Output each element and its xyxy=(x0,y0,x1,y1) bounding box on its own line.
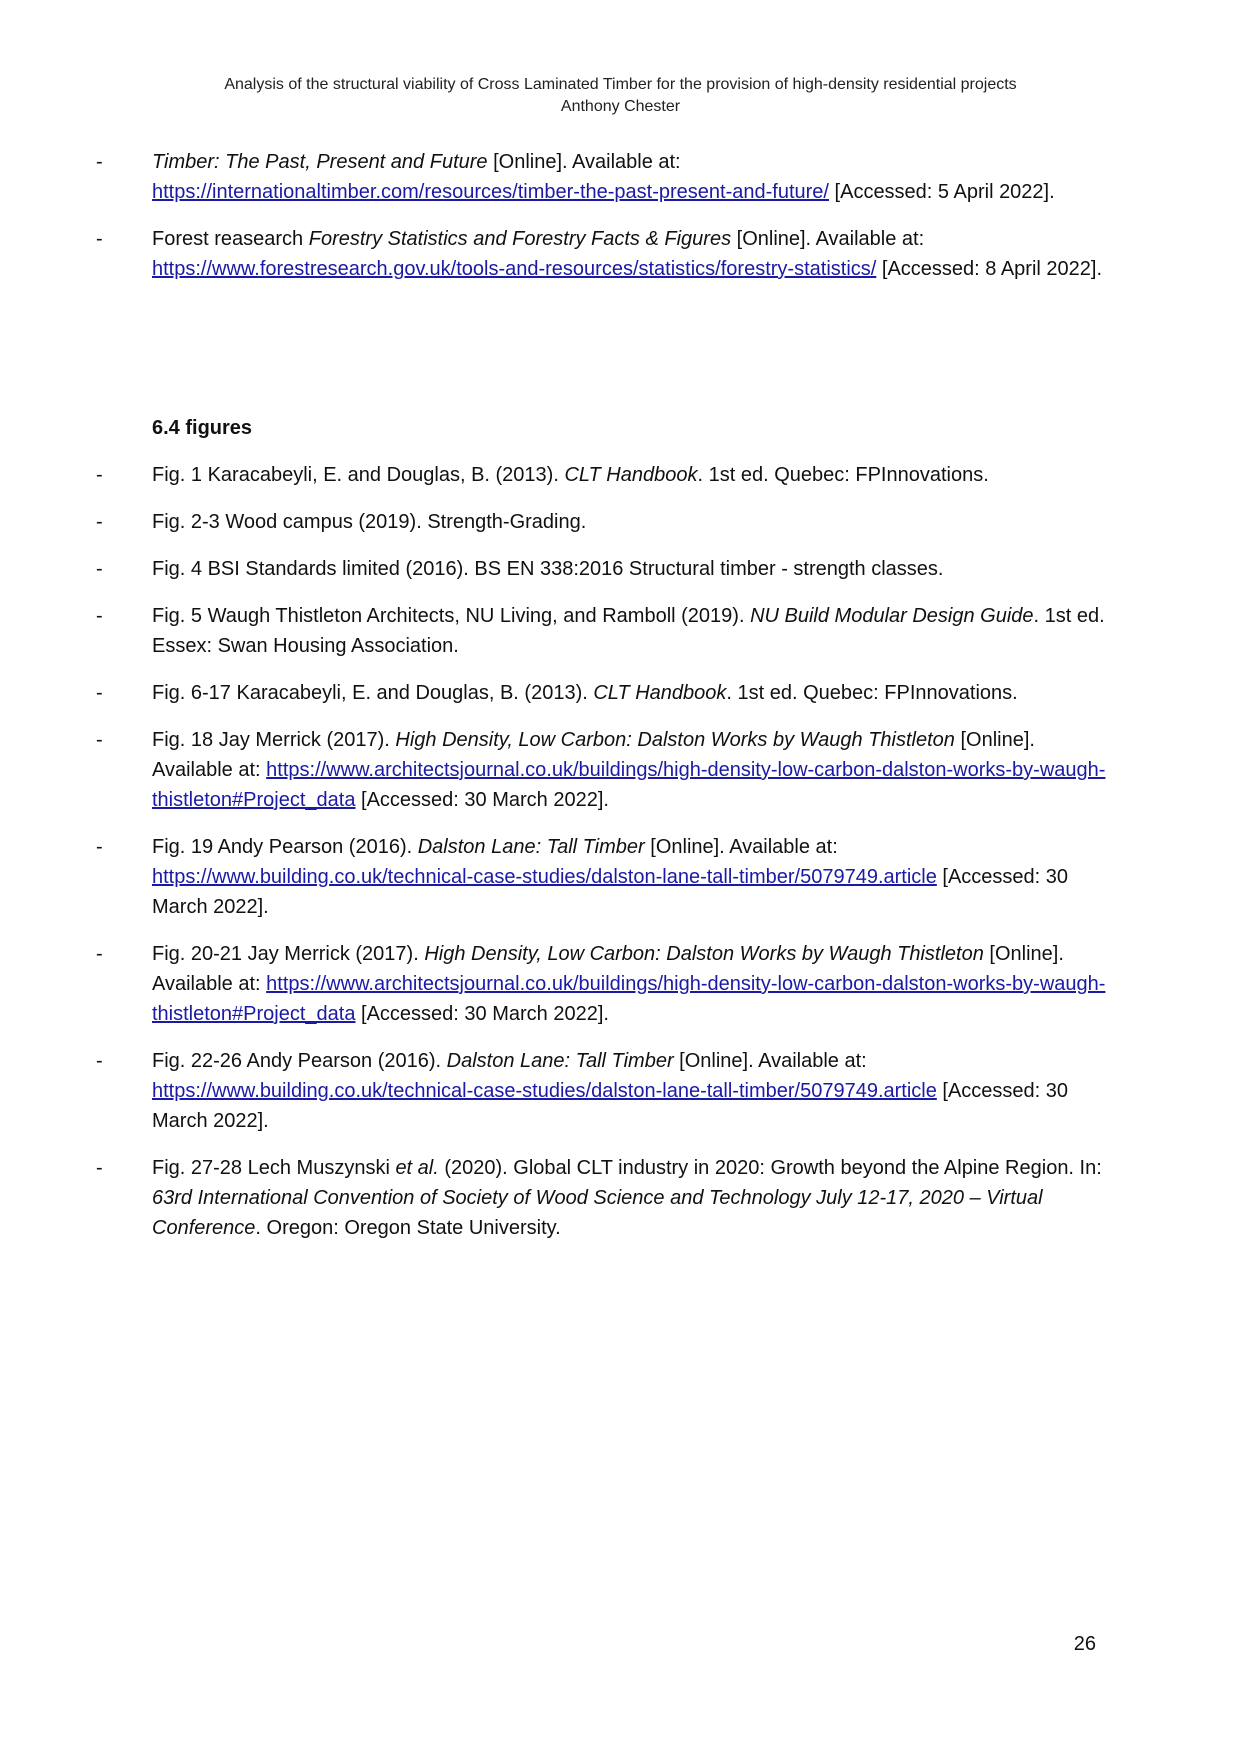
list-dash: - xyxy=(96,464,103,486)
figure-ref-text: Fig. 18 Jay Merrick (2017). xyxy=(152,729,396,751)
list-dash: - xyxy=(96,682,103,704)
figure-ref-text: [Online]. Available at: xyxy=(152,943,1064,995)
reference-accessed: [Accessed: 5 April 2022]. xyxy=(828,181,1055,203)
figure-ref-text: Fig. 4 BSI Standards limited (2016). BS EN 338:2016 Structural timber - strength classes. xyxy=(152,558,944,580)
figure-ref-title: High Density, Low Carbon: Dalston Works by Waugh Thistleton xyxy=(395,729,955,751)
reference-list xyxy=(96,147,1106,284)
reference-text: [Online]. Available at: xyxy=(731,228,925,250)
reference-link[interactable]: https://www.forestresearch.gov.uk/tools-and-resources/statistics/forestry-statistics/ xyxy=(152,258,877,280)
reference-title: Forestry Statistics and Forestry Facts & Figures xyxy=(308,228,732,250)
figure-ref-link[interactable]: https://www.building.co.uk/technical-case-studies/dalston-lane-tall-timber/5079749.article xyxy=(152,1080,937,1102)
list-dash: - xyxy=(96,1157,103,1179)
figure-ref-text: (2020). Global CLT industry in 2020: Growth beyond the Alpine Region. In: xyxy=(438,1157,1102,1179)
list-dash: - xyxy=(96,605,103,627)
figure-ref-text: Fig. 19 Andy Pearson (2016). xyxy=(152,836,418,858)
figure-ref-text: [Online]. Available at: xyxy=(644,836,838,858)
figure-ref-link[interactable]: https://www.architectsjournal.co.uk/buildings/high-density-low-carbon-dalston-works-by-waugh-thistleton#Project_data xyxy=(152,759,1106,811)
figure-ref-text: Fig. 6-17 Karacabeyli, E. and Douglas, B. (2013). xyxy=(152,682,594,704)
figure-ref-text: [Online]. Available at: xyxy=(152,729,1035,781)
figure-reference-item xyxy=(96,725,1106,815)
list-dash: - xyxy=(96,729,103,751)
figure-reference-item xyxy=(96,1046,1106,1136)
figure-ref-text: . 1st ed. Quebec: FPInnovations. xyxy=(726,682,1018,704)
figure-ref-accessed: [Accessed: 30 March 2022]. xyxy=(355,1003,609,1025)
figure-ref-accessed: [Accessed: 30 March 2022]. xyxy=(355,789,609,811)
header-author: Anthony Chester xyxy=(560,98,681,115)
running-header xyxy=(0,74,1241,118)
reference-item xyxy=(96,224,1106,284)
figure-ref-text: . 1st ed. Essex: Swan Housing Association. xyxy=(152,605,1105,657)
figure-ref-text: Fig. 2-3 Wood campus (2019). Strength-Grading. xyxy=(152,511,587,533)
figure-ref-link[interactable]: https://www.architectsjournal.co.uk/buildings/high-density-low-carbon-dalston-works-by-waugh-thistleton#Project_data xyxy=(152,973,1106,1025)
figure-ref-title: Dalston Lane: Tall Timber xyxy=(446,1050,674,1072)
figure-ref-etal: et al. xyxy=(395,1157,439,1179)
figure-reference-item xyxy=(96,460,1106,490)
figure-ref-text: [Online]. Available at: xyxy=(673,1050,867,1072)
figure-reference-item xyxy=(96,832,1106,922)
figure-ref-title: NU Build Modular Design Guide xyxy=(750,605,1034,627)
figure-ref-title: CLT Handbook xyxy=(593,682,727,704)
figure-ref-title: High Density, Low Carbon: Dalston Works by Waugh Thistleton xyxy=(424,943,984,965)
figure-reference-item xyxy=(96,1153,1106,1243)
figure-ref-title: CLT Handbook xyxy=(564,464,698,486)
figure-ref-accessed: [Accessed: 30 March 2022]. xyxy=(152,866,1069,918)
reference-text: [Online]. Available at: xyxy=(487,151,681,173)
reference-accessed: [Accessed: 8 April 2022]. xyxy=(876,258,1103,280)
figure-ref-text: Fig. 5 Waugh Thistleton Architects, NU Living, and Ramboll (2019). xyxy=(152,605,751,627)
reference-link[interactable]: https://internationaltimber.com/resources/timber-the-past-present-and-future/ xyxy=(152,181,829,203)
figure-reference-list xyxy=(96,460,1106,1243)
page-number: 26 xyxy=(1073,1633,1096,1655)
figure-ref-text: Fig. 22-26 Andy Pearson (2016). xyxy=(152,1050,447,1072)
reference-item xyxy=(96,147,1106,207)
figure-reference-item xyxy=(96,507,1106,537)
figure-ref-text: Fig. 20-21 Jay Merrick (2017). xyxy=(152,943,425,965)
reference-author: Forest reasearch xyxy=(152,228,309,250)
list-dash: - xyxy=(96,558,103,580)
list-dash: - xyxy=(96,151,103,173)
reference-title: Timber: The Past, Present and Future xyxy=(152,151,488,173)
list-dash: - xyxy=(96,228,103,250)
list-dash: - xyxy=(96,1050,103,1072)
figure-ref-text: . 1st ed. Quebec: FPInnovations. xyxy=(697,464,989,486)
list-dash: - xyxy=(96,511,103,533)
figure-ref-link[interactable]: https://www.building.co.uk/technical-case-studies/dalston-lane-tall-timber/5079749.article xyxy=(152,866,937,888)
header-title: Analysis of the structural viability of Cross Laminated Timber for the provision of high-density residential projects xyxy=(224,76,1017,93)
figure-reference-item xyxy=(96,939,1106,1029)
figure-ref-text: Fig. 1 Karacabeyli, E. and Douglas, B. (2013). xyxy=(152,464,565,486)
figure-ref-accessed: [Accessed: 30 March 2022]. xyxy=(152,1080,1069,1132)
figure-reference-item xyxy=(96,554,1106,584)
figure-ref-text: Fig. 27-28 Lech Muszynski xyxy=(152,1157,396,1179)
figure-ref-title: 63rd International Convention of Society of Wood Science and Technology July 12-17, 2020 – Virtual Conference xyxy=(152,1187,1043,1239)
list-dash: - xyxy=(96,836,103,858)
figure-reference-item xyxy=(96,678,1106,708)
figure-reference-item xyxy=(96,601,1106,661)
figure-ref-text: . Oregon: Oregon State University. xyxy=(255,1217,561,1239)
section-heading: 6.4 figures xyxy=(152,417,253,439)
list-dash: - xyxy=(96,943,103,965)
figure-ref-title: Dalston Lane: Tall Timber xyxy=(417,836,645,858)
